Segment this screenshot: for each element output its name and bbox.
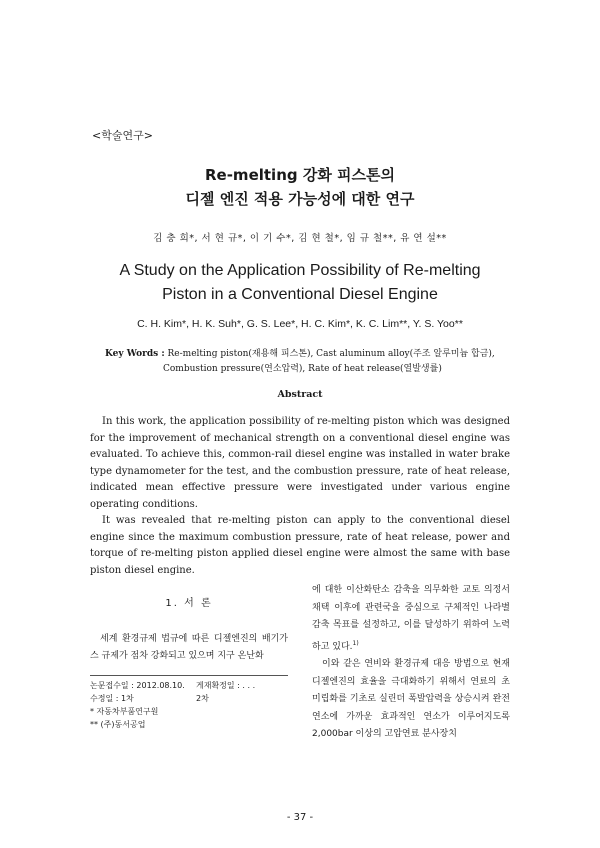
right-paragraph-1: [312, 582, 510, 656]
footnote-accepted: 게재확정일 : . . .: [196, 681, 256, 690]
keywords-block: [105, 347, 525, 377]
category-label: <학술연구>: [92, 129, 153, 142]
keywords-label: Key Words :: [105, 349, 165, 359]
section-heading-introduction: 1. 서 론: [165, 598, 213, 609]
reference-marker: 1): [352, 639, 359, 647]
korean-title-line1: Re-melting 강화 피스톤의: [204, 166, 395, 184]
korean-title-line2: 디젤 엔진 적용 가능성에 대한 연구: [185, 190, 415, 208]
right-column: [312, 582, 510, 744]
korean-title: [0, 163, 600, 211]
abstract-body: [90, 414, 510, 579]
keywords-line1: Re-melting piston(재용해 피스톤), Cast aluminum alloy(주조 알루미늄 합금),: [167, 349, 495, 359]
abstract-paragraph-1: In this work, the application possibility of re-melting piston which was designed for the improvement of mechanical strength on a conventional diesel engine was evaluated. To achieve this, common-rail diesel engine was installed in water brake type dynamometer for the test, and the combustion pressure, rate of heat release, indicated mean effective pressure were investigated under various engine operating conditions.: [90, 416, 510, 510]
footnotes: [90, 679, 288, 731]
footnote-affiliation-2: ** (주)동서공업: [90, 720, 146, 729]
footnote-divider: [90, 675, 288, 676]
english-title-line2: Piston in a Conventional Diesel Engine: [162, 286, 438, 303]
footnote-revision-2: 2차: [196, 694, 209, 703]
korean-authors: 김 충 희*, 서 현 규*, 이 기 수*, 김 현 철*, 임 규 철**, 유 연 설**: [153, 233, 447, 244]
english-authors: C. H. Kim*, H. K. Suh*, G. S. Lee*, H. C. Kim*, K. C. Lim**, Y. S. Yoo**: [137, 318, 463, 330]
abstract-heading: Abstract: [277, 389, 323, 400]
footnote-received: 논문접수일 : 2012.08.10.: [90, 681, 185, 690]
footnote-dates: [90, 679, 288, 692]
footnote-affiliation-1: * 자동차부품연구원: [90, 707, 159, 716]
page-number: - 37 -: [286, 812, 314, 823]
intro-paragraph: 세계 환경규제 법규에 따른 디젤엔진의 배기가스 규제가 점차 강화되고 있으며 지구 온난화: [90, 634, 288, 661]
right-paragraph-1-text: 에 대한 이산화탄소 감축을 의무화한 교토 의정서 채택 이후에 관련국을 중심으로 구체적인 나라별 감축 목표를 설정하고, 이를 달성하기 위하여 노력하고 있다.: [312, 585, 510, 652]
english-title-line1: A Study on the Application Possibility of Re-melting: [119, 262, 481, 279]
abstract-paragraph-2: It was revealed that re-melting piston can apply to the conventional diesel engine since the maximum combustion pressure, rate of heat release, power and torque of re-melting piston applied diesel engine were almost the same with base piston diesel engine.: [90, 515, 510, 576]
english-title: [0, 259, 600, 307]
left-column: [90, 590, 288, 731]
right-paragraph-2: 이와 같은 연비와 환경규제 대응 방법으로 현재 디젤엔진의 효율을 극대화하기 위해서 연료의 초 미립화를 기초로 실린더 폭발압력을 상승시켜 완전 연소에 가까운 효과적인 연소가 이루어지도록 2,000bar 이상의 고압연료 분사장치: [312, 659, 510, 739]
footnote-revisions: [90, 692, 288, 705]
footnote-revision-1: 수정일 : 1차: [90, 694, 134, 703]
keywords-line2: Combustion pressure(연소압력), Rate of heat release(열발생률): [163, 364, 442, 374]
